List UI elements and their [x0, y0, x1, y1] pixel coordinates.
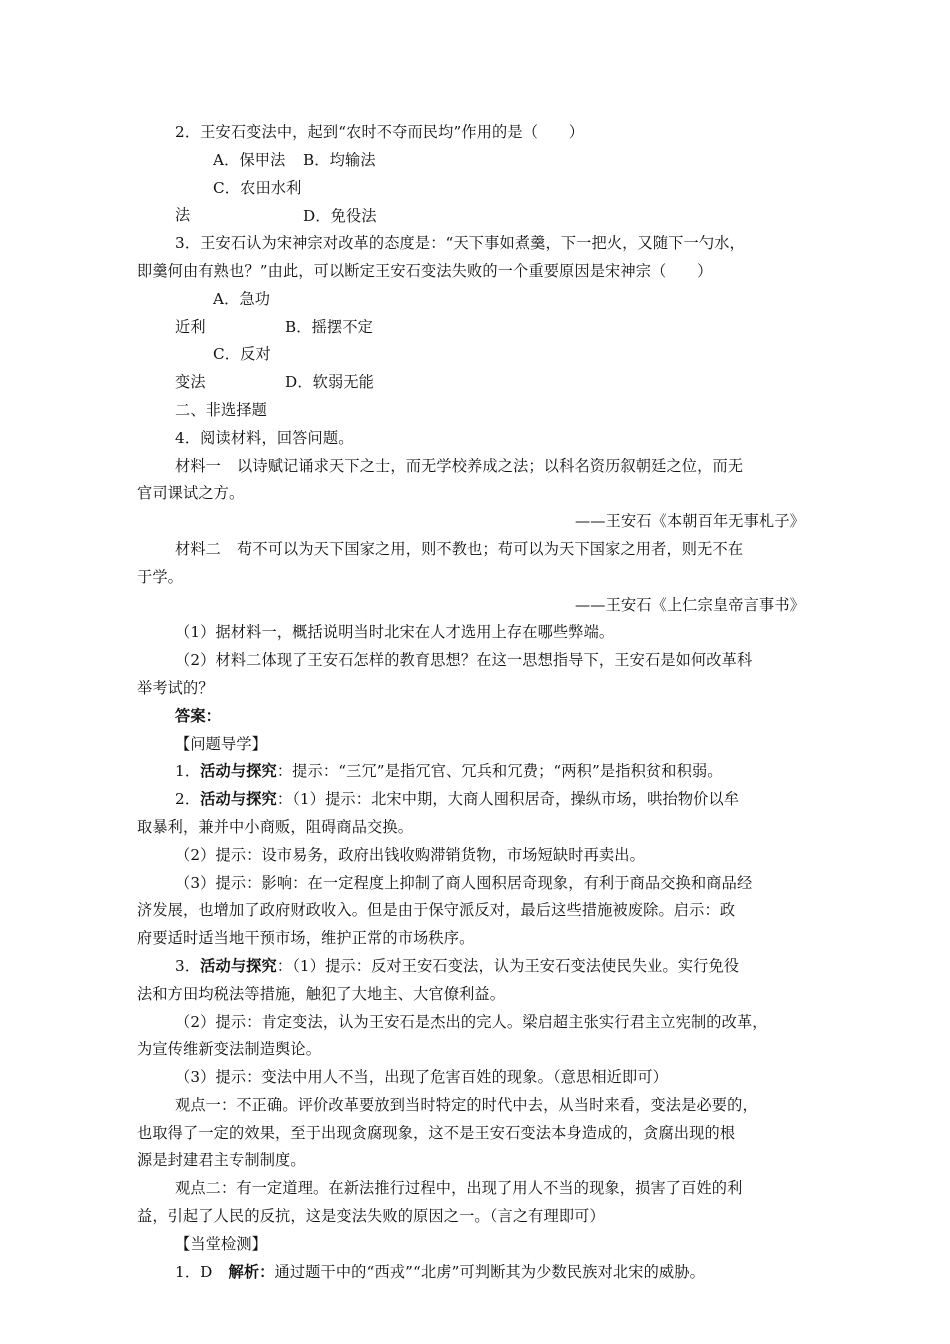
answer-3-part2-line1: （2）提示：肯定变法，认为王安石是杰出的完人。梁启超主张实行君主立宪制的改革， — [175, 1012, 768, 1031]
option-a: A．保甲法 — [213, 150, 286, 169]
viewpoint-2-line2: 益，引起了人民的反抗，这是变法失败的原因之一。（言之有理即可） — [137, 1207, 605, 1226]
answer-1-number: 1． — [175, 762, 201, 781]
answer-3-part3: （3）提示：变法中用人不当，出现了危害百姓的现象。（意思相近即可） — [175, 1068, 669, 1087]
subquestion-2-line1: （2）材料二体现了王安石怎样的教育思想？在这一思想指导下，王安石是如何改革科 — [175, 651, 753, 670]
answer-2-part3-line3: 府要适时适当地干预市场，维护正常的市场秩序。 — [137, 929, 475, 948]
option-d: D．软弱无能 — [285, 373, 375, 392]
question-2-options-cd — [137, 175, 815, 231]
viewpoint-1-line2: 也取得了一定的效果，至于出现贪腐现象，这不是王安石变法本身造成的，贪腐出现的根 — [137, 1123, 736, 1142]
material-1-line1 — [137, 453, 815, 481]
answer-2-part3-line2: 济发展，也增加了政府财政收入。但是由于保守派反对，最后这些措施被废除。启示：政 — [137, 901, 736, 920]
question-2-stem: 2．王安石变法中，起到“农时不夺而民均”作用的是（ ） — [175, 123, 585, 141]
answer-2-part3-line1: （3）提示：影响：在一定程度上抑制了商人囤积居奇现象，有利于商品交换和商品经 — [175, 873, 753, 892]
answer-1-text: ：提示：“三冗”是指冗官、冗兵和冗费；“两积”是指积贫和积弱。 — [276, 762, 723, 781]
material-2-line1 — [137, 536, 815, 564]
question-4-stem: 4．阅读材料，回答问题。 — [175, 428, 354, 447]
answer-2-number: 2． — [175, 790, 201, 809]
material-1-text: 以诗赋记诵求天下之士，而无学校养成之法；以科名资历叙朝廷之位，而无 — [237, 456, 744, 475]
answer-3-part2-line2: 为宣传维新变法制造舆论。 — [137, 1040, 322, 1059]
option-c: C．反对变法 — [175, 345, 271, 392]
material-2-line2: 于学。 — [137, 567, 184, 586]
material-1-label: 材料一 — [175, 456, 222, 475]
document-body — [137, 119, 815, 1286]
option-a: A．急功近利 — [175, 289, 271, 336]
question-2-options-ab — [137, 147, 815, 175]
answer-3-label: 活动与探究 — [200, 956, 277, 975]
check-answer-1 — [137, 1259, 815, 1287]
dangtang-jiance-heading: 【当堂检测】 — [175, 1234, 268, 1253]
material-1-line2: 官司课试之方。 — [137, 484, 245, 503]
material-2-source: ——王安石《上仁宗皇帝言事书》 — [574, 595, 805, 614]
question-3-stem-line2: 即羹何由有熟也？”由此，可以断定王安石变法失败的一个重要原因是宋神宗（ ） — [137, 261, 713, 280]
material-2-text: 苟不可以为天下国家之用，则不教也；苟可以为天下国家之用者，则无不在 — [237, 539, 744, 558]
answer-1 — [137, 758, 815, 786]
option-b: B．摇摆不定 — [285, 317, 373, 336]
question-3-stem-line1: 3．王安石认为宋神宗对改革的态度是：“天下事如煮羹，下一把火，又随下一勺水， — [175, 234, 745, 253]
answer-2-text: ：（1）提示：北宋中期，大商人囤积居奇，操纵市场，哄抬物价以牟 — [276, 790, 740, 809]
material-2-label: 材料二 — [175, 539, 222, 558]
check-answer-1-text: 通过题干中的“西戎”“北虏”可判断其为少数民族对北宋的威胁。 — [274, 1262, 705, 1281]
check-answer-1-number: 1．D — [175, 1262, 213, 1281]
subquestion-2-line2: 举考试的？ — [137, 678, 214, 697]
question-3-options-ab — [137, 286, 815, 342]
answer-3-text: ：（1）提示：反对王安石变法，认为王安石变法使民失业。实行免役 — [276, 956, 740, 975]
answer-3-line1 — [137, 953, 815, 981]
option-c: C．农田水利法 — [175, 178, 302, 225]
answer-3-number: 3． — [175, 956, 201, 975]
option-d: D．免役法 — [303, 206, 377, 225]
subquestion-1: （1）据材料一，概括说明当时北宋在人才选用上存在哪些弊端。 — [175, 623, 615, 642]
answer-3-line2: 法和方田均税法等措施，触犯了大地主、大官僚利益。 — [137, 984, 506, 1003]
answer-1-label: 活动与探究 — [200, 762, 277, 781]
answer-2-line1 — [137, 786, 815, 814]
option-b: B．均输法 — [303, 150, 376, 169]
viewpoint-1-line1: 观点一：不正确。评价改革要放到当时特定的时代中去，从当时来看，变法是必要的， — [175, 1095, 758, 1114]
answer-2-line2: 取暴利，兼并中小商贩，阻碍商品交换。 — [137, 817, 414, 836]
viewpoint-2-line1: 观点二：有一定道理。在新法推行过程中，出现了用人不当的现象，损害了百姓的利 — [175, 1179, 743, 1198]
answer-2-part2: （2）提示：设市易务，政府出钱收购滞销货物，市场短缺时再卖出。 — [175, 845, 645, 864]
section-heading-nonchoice: 二、非选择题 — [175, 400, 268, 419]
wenti-daoxue-heading: 【问题导学】 — [175, 734, 268, 753]
check-answer-1-label: 解析： — [228, 1262, 275, 1281]
material-1-source: ——王安石《本朝百年无事札子》 — [574, 512, 805, 531]
viewpoint-1-line3: 源是封建君主专制制度。 — [137, 1151, 306, 1170]
question-3-options-cd — [137, 341, 815, 397]
answer-2-label: 活动与探究 — [200, 790, 277, 809]
answers-heading: 答案： — [175, 706, 222, 725]
